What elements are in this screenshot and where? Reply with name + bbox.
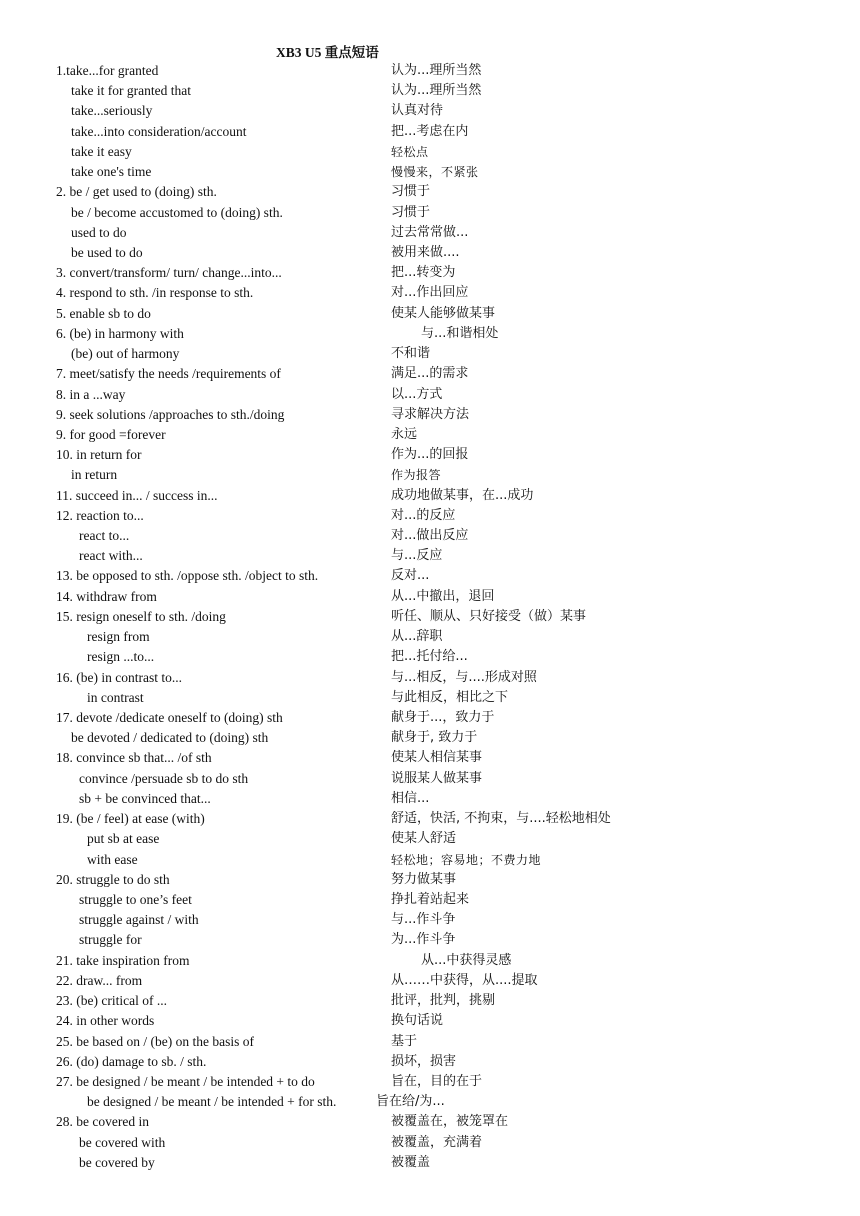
phrase-row — [0, 627, 860, 647]
phrase-row — [0, 748, 860, 768]
chinese-meaning: 永远 — [391, 426, 418, 442]
english-phrase: 19. (be / feel) at ease (with) — [56, 811, 205, 827]
chinese-meaning: 作为...的回报 — [391, 447, 469, 463]
phrase-row — [0, 1011, 860, 1031]
english-phrase: 17. devote /dedicate oneself to (doing) sth — [56, 710, 283, 725]
english-phrase: 25. be based on / (be) on the basis of — [56, 1033, 254, 1049]
chinese-meaning: 被用来做.... — [391, 244, 460, 260]
phrase-row — [0, 101, 860, 121]
chinese-meaning: 挣扎着站起来 — [391, 891, 470, 907]
chinese-meaning: 把...转变为 — [391, 265, 456, 281]
chinese-meaning: 基于 — [391, 1033, 418, 1049]
chinese-meaning: 习惯于 — [391, 204, 431, 220]
phrase-row — [0, 61, 860, 81]
chinese-meaning: 与...作斗争 — [391, 912, 456, 928]
chinese-meaning: 对...做出反应 — [391, 528, 469, 544]
english-phrase: 10. in return for — [56, 447, 142, 463]
chinese-meaning: 从...中获得灵感 — [421, 952, 512, 968]
phrase-row — [0, 647, 860, 667]
phrase-row — [0, 870, 860, 890]
english-phrase: take it for granted that — [71, 83, 191, 99]
english-phrase: be / become accustomed to (doing) sth. — [71, 204, 283, 220]
phrase-row — [0, 566, 860, 586]
document-title: XB3 U5 重点短语 — [276, 45, 379, 60]
phrase-row — [0, 81, 860, 101]
english-phrase: in contrast — [87, 689, 144, 705]
english-phrase: convince /persuade sb to do sth — [79, 770, 249, 786]
chinese-meaning: 努力做某事 — [391, 871, 457, 887]
chinese-meaning: 被覆盖 — [391, 1154, 431, 1170]
phrase-row — [0, 142, 860, 162]
english-phrase: 9. seek solutions /approaches to sth./doing — [56, 406, 285, 422]
phrase-row — [0, 728, 860, 748]
english-phrase: 5. enable sb to do — [56, 305, 151, 321]
chinese-meaning: 对...的反应 — [391, 507, 456, 523]
phrase-row — [0, 304, 860, 324]
english-phrase: 4. respond to sth. /in response to sth. — [56, 285, 254, 301]
english-phrase: struggle to one’s feet — [79, 891, 192, 907]
phrase-row — [0, 688, 860, 708]
phrase-row — [0, 243, 860, 263]
phrase-row — [0, 850, 860, 870]
phrase-row — [0, 344, 860, 364]
english-phrase: 24. in other words — [56, 1013, 155, 1029]
chinese-meaning: 献身于...，致力于 — [391, 710, 495, 725]
english-phrase: 23. (be) critical of ... — [56, 993, 167, 1009]
chinese-meaning: 说服某人做某事 — [391, 770, 483, 786]
english-phrase: resign ...to... — [87, 649, 155, 665]
phrase-row — [0, 930, 860, 950]
chinese-meaning: 认为...理所当然 — [391, 83, 482, 99]
chinese-meaning: 与...相反，与....形成对照 — [391, 669, 537, 685]
chinese-meaning: 从...辞职 — [391, 629, 443, 645]
english-phrase: 3. convert/transform/ turn/ change...into... — [56, 265, 282, 281]
chinese-meaning: 被覆盖在，被笼罩在 — [391, 1114, 509, 1130]
phrase-row — [0, 546, 860, 566]
phrase-row — [0, 1153, 860, 1173]
phrase-row — [0, 910, 860, 930]
phrase-row — [0, 1092, 860, 1112]
english-phrase: be covered by — [79, 1154, 155, 1170]
english-phrase: be covered with — [79, 1134, 166, 1150]
phrase-row — [0, 526, 860, 546]
chinese-meaning: 被覆盖，充满着 — [391, 1134, 483, 1150]
chinese-meaning: 对...作出回应 — [391, 285, 469, 301]
phrase-row — [0, 1112, 860, 1132]
english-phrase: 14. withdraw from — [56, 588, 157, 604]
chinese-meaning: 把...托付给... — [391, 649, 468, 665]
chinese-meaning: 旨在给/为... — [376, 1094, 445, 1110]
phrase-row — [0, 425, 860, 445]
chinese-meaning: 从……中获得，从....提取 — [391, 972, 538, 988]
english-phrase: 22. draw... from — [56, 972, 143, 988]
phrase-row — [0, 283, 860, 303]
english-phrase: 26. (do) damage to sb. / sth. — [56, 1053, 207, 1069]
phrase-row — [0, 769, 860, 789]
phrase-row — [0, 445, 860, 465]
chinese-meaning: 损坏，损害 — [391, 1053, 457, 1069]
chinese-meaning: 舒适，快活, 不拘束，与....轻松地相处 — [391, 811, 611, 827]
english-phrase: 8. in a ...way — [56, 386, 126, 402]
chinese-meaning: 使某人相信某事 — [391, 750, 483, 766]
phrase-row — [0, 506, 860, 526]
phrase-row — [0, 607, 860, 627]
chinese-meaning: 慢慢来，不紧张 — [391, 165, 479, 180]
phrase-row — [0, 263, 860, 283]
phrase-row — [0, 708, 860, 728]
phrase-row — [0, 465, 860, 485]
phrase-row — [0, 162, 860, 182]
english-phrase: 9. for good =forever — [56, 426, 166, 442]
chinese-meaning: 与...和谐相处 — [421, 325, 499, 341]
chinese-meaning: 不和谐 — [391, 346, 431, 362]
english-phrase: take it easy — [71, 143, 132, 159]
chinese-meaning: 寻求解决方法 — [391, 406, 470, 422]
english-phrase: react with... — [79, 548, 143, 564]
english-phrase: 1.take...for granted — [56, 63, 159, 78]
phrase-row — [0, 486, 860, 506]
chinese-meaning: 与...反应 — [391, 548, 443, 564]
phrase-row — [0, 890, 860, 910]
phrase-row — [0, 385, 860, 405]
phrase-row — [0, 1072, 860, 1092]
phrase-row — [0, 1133, 860, 1153]
english-phrase: 12. reaction to... — [56, 507, 144, 523]
english-phrase: with ease — [87, 851, 138, 867]
chinese-meaning: 与此相反，相比之下 — [391, 689, 509, 705]
english-phrase: struggle against / with — [79, 912, 199, 928]
phrase-row — [0, 789, 860, 809]
english-phrase: in return — [71, 467, 118, 483]
english-phrase: put sb at ease — [87, 831, 160, 847]
english-phrase: 13. be opposed to sth. /oppose sth. /object to sth. — [56, 568, 319, 584]
english-phrase: take...seriously — [71, 103, 153, 119]
chinese-meaning: 成功地做某事，在...成功 — [391, 487, 534, 503]
english-phrase: be devoted / dedicated to (doing) sth — [71, 730, 269, 746]
english-phrase: 6. (be) in harmony with — [56, 325, 184, 341]
phrase-row — [0, 405, 860, 425]
english-phrase: 15. resign oneself to sth. /doing — [56, 608, 226, 624]
chinese-meaning: 轻松地；容易地；不费力地 — [391, 852, 542, 867]
chinese-meaning: 使某人舒适 — [391, 831, 457, 847]
phrase-list — [0, 61, 860, 1173]
phrase-row — [0, 1032, 860, 1052]
english-phrase: 16. (be) in contrast to... — [56, 669, 182, 685]
phrase-row — [0, 971, 860, 991]
phrase-row — [0, 809, 860, 829]
chinese-meaning: 批评，批判，挑剔 — [391, 993, 496, 1009]
english-phrase: react to... — [79, 528, 130, 544]
english-phrase: (be) out of harmony — [71, 346, 180, 362]
phrase-row — [0, 587, 860, 607]
english-phrase: 7. meet/satisfy the needs /requirements of — [56, 366, 281, 382]
english-phrase: 27. be designed / be meant / be intended + to do — [56, 1073, 315, 1089]
phrase-row — [0, 364, 860, 384]
phrase-row — [0, 182, 860, 202]
english-phrase: take one's time — [71, 164, 152, 180]
chinese-meaning: 反对... — [391, 568, 430, 584]
english-phrase: 11. succeed in... / success in... — [56, 487, 218, 503]
chinese-meaning: 满足...的需求 — [391, 366, 469, 382]
chinese-meaning: 为...作斗争 — [391, 932, 456, 948]
english-phrase: be designed / be meant / be intended + for sth. — [87, 1094, 337, 1110]
phrase-row — [0, 951, 860, 971]
chinese-meaning: 把...考虑在内 — [391, 123, 469, 139]
chinese-meaning: 听任、顺从、只好接受（做）某事 — [391, 608, 587, 624]
english-phrase: used to do — [71, 224, 127, 240]
chinese-meaning: 使某人能够做某事 — [391, 305, 496, 321]
english-phrase: be used to do — [71, 244, 143, 260]
chinese-meaning: 习惯于 — [391, 184, 431, 200]
chinese-meaning: 献身于, 致力于 — [391, 730, 478, 746]
chinese-meaning: 相信... — [391, 790, 430, 806]
english-phrase: struggle for — [79, 932, 142, 948]
english-phrase: 20. struggle to do sth — [56, 871, 170, 887]
english-phrase: 2. be / get used to (doing) sth. — [56, 184, 217, 200]
phrase-row — [0, 203, 860, 223]
english-phrase: 18. convince sb that... /of sth — [56, 750, 212, 766]
phrase-row — [0, 991, 860, 1011]
chinese-meaning: 作为报答 — [391, 468, 442, 483]
chinese-meaning: 轻松点 — [391, 144, 429, 159]
english-phrase: 21. take inspiration from — [56, 952, 190, 968]
english-phrase: resign from — [87, 629, 150, 645]
phrase-row — [0, 122, 860, 142]
chinese-meaning: 认真对待 — [391, 103, 444, 119]
phrase-row — [0, 668, 860, 688]
english-phrase: 28. be covered in — [56, 1114, 149, 1130]
chinese-meaning: 从...中撤出，退回 — [391, 588, 495, 604]
phrase-row — [0, 324, 860, 344]
chinese-meaning: 换句话说 — [391, 1013, 444, 1029]
chinese-meaning: 以...方式 — [391, 386, 443, 402]
chinese-meaning: 认为...理所当然 — [391, 63, 482, 78]
phrase-row — [0, 829, 860, 849]
chinese-meaning: 旨在，目的在于 — [391, 1073, 483, 1089]
phrase-row — [0, 1052, 860, 1072]
phrase-row — [0, 223, 860, 243]
chinese-meaning: 过去常常做... — [391, 224, 469, 240]
english-phrase: take...into consideration/account — [71, 123, 247, 139]
english-phrase: sb + be convinced that... — [79, 790, 211, 806]
